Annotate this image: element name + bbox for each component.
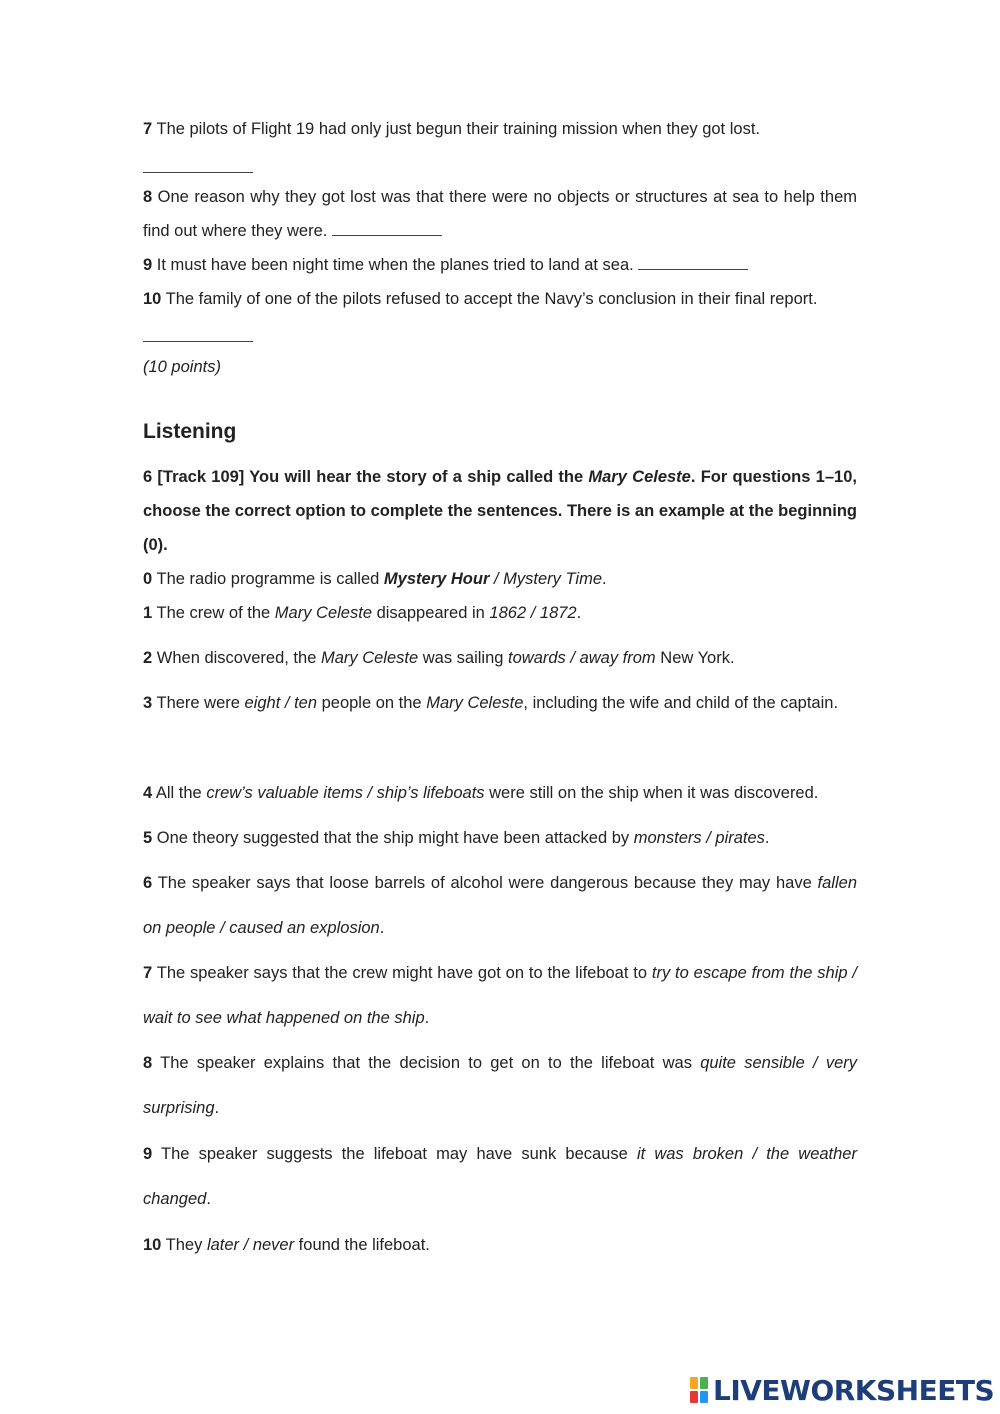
question-6: 6 The speaker says that loose barrels of alcohol were dangerous because they may have fallen on people / caused an explosion. [143, 874, 857, 937]
option-selected[interactable]: Mystery Hour [383, 570, 490, 588]
option[interactable]: ten [294, 694, 318, 712]
question-8: 8 The speaker explains that the decision to get on to the lifeboat was quite sensible / very surprising. [143, 1054, 857, 1117]
item-text: One reason why they got lost was that there were no objects or structures at sea to help them find out where they were. [143, 188, 857, 240]
question-2: 2 When discovered, the Mary Celeste was sailing towards / away from New York. [143, 649, 735, 667]
answer-blank-10[interactable] [143, 341, 253, 342]
logo-text: LIVEWORKSHEETS [713, 1373, 995, 1407]
reading-item-10 [143, 282, 857, 316]
option[interactable]: ship’s lifeboats [376, 784, 485, 802]
reading-item-9 [143, 248, 857, 282]
item-text: The pilots of Flight 19 had only just begun their training mission when they got lost. [156, 120, 760, 138]
reading-item-7 [143, 112, 857, 146]
option[interactable]: monsters [633, 829, 702, 847]
option[interactable]: Mystery Time [503, 570, 602, 588]
option[interactable]: eight [244, 694, 281, 712]
option[interactable]: crew’s valuable items [206, 784, 363, 802]
option[interactable]: never [252, 1236, 295, 1254]
listening-instruction: 6 [Track 109] You will hear the story of a ship called the Mary Celeste. For questions 1–10, choose the correct option to complete the sentences. There is an example at the beginning (0). [143, 468, 857, 554]
question-5: 5 One theory suggested that the ship might have been attacked by monsters / pirates. [143, 829, 770, 847]
question-9: 9 The speaker suggests the lifeboat may have sunk because it was broken / the weather changed. [143, 1145, 857, 1208]
item-text: The family of one of the pilots refused to accept the Navy’s conclusion in their final report. [165, 290, 818, 308]
reading-item-8 [143, 180, 857, 248]
liveworksheets-logo-icon [690, 1377, 708, 1403]
option[interactable]: the weather changed [143, 1145, 857, 1208]
item-number: 7 [143, 120, 153, 138]
option[interactable]: it was broken [636, 1145, 744, 1163]
item-text: It must have been night time when the planes tried to land at sea. [156, 256, 634, 274]
section-heading-listening: Listening [143, 420, 237, 443]
option[interactable]: quite sensible [700, 1054, 805, 1072]
question-10: 10 They later / never found the lifeboat. [143, 1236, 430, 1254]
option[interactable]: later [206, 1236, 240, 1254]
liveworksheets-logo [690, 1375, 994, 1405]
option[interactable]: 1872 [539, 604, 577, 622]
option[interactable]: wait to see what happened on the ship [143, 1009, 425, 1027]
question-7: 7 The speaker says that the crew might have got on to the lifeboat to try to escape from the ship / wait to see what happened on the ship. [143, 964, 857, 1027]
item-number: 9 [143, 256, 153, 274]
answer-blank-9[interactable] [638, 255, 748, 270]
answer-blank-8[interactable] [332, 221, 442, 236]
option[interactable]: 1862 [489, 604, 527, 622]
question-3: 3 There were eight / ten people on the Mary Celeste, including the wife and child of the captain. [143, 694, 839, 712]
option[interactable]: fallen on people [143, 874, 857, 937]
points-note: (10 points) [143, 358, 221, 376]
option[interactable]: towards [508, 649, 566, 667]
item-number: 8 [143, 188, 153, 206]
answer-blank-7[interactable] [143, 172, 253, 173]
question-1: 1 The crew of the Mary Celeste disappeared in 1862 / 1872. [143, 604, 582, 622]
option[interactable]: pirates [715, 829, 765, 847]
option[interactable]: caused an explosion [229, 919, 380, 937]
question-0: 0 The radio programme is called Mystery Hour / Mystery Time. [143, 570, 607, 588]
option[interactable]: try to escape from the ship [651, 964, 848, 982]
option[interactable]: away from [579, 649, 656, 667]
question-4: 4 All the crew’s valuable items / ship’s lifeboats were still on the ship when it was discovered. [143, 784, 819, 802]
option[interactable]: very surprising [143, 1054, 857, 1117]
item-number: 10 [143, 290, 162, 308]
